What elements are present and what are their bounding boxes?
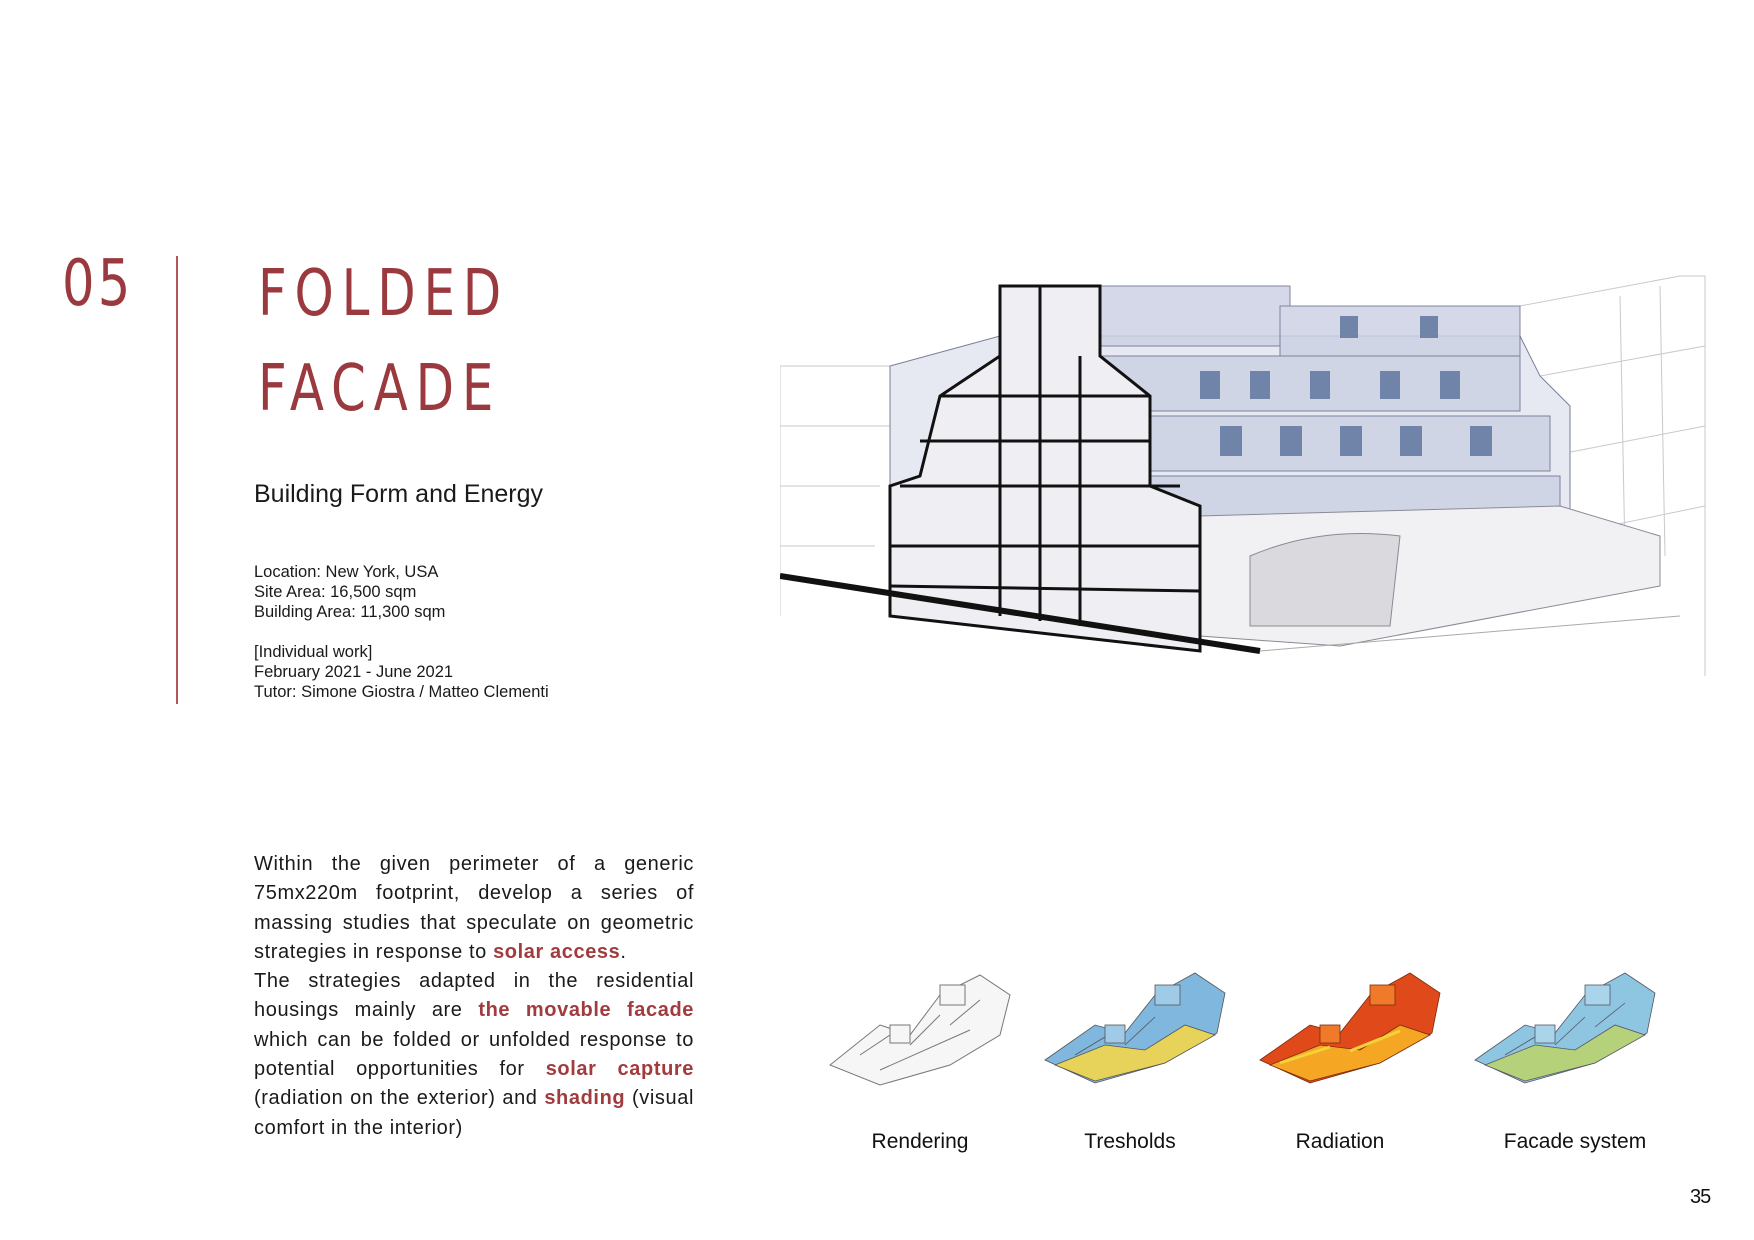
thumbnail-facade-system — [1465, 955, 1665, 1095]
desc-text: Within the given perimeter of a generic 75mx220m footprint, develop a series of massing studies that speculate on geometric strategies in response to — [254, 853, 694, 963]
vertical-divider — [176, 256, 178, 704]
desc-highlight-solar-capture: solar capture — [545, 1058, 695, 1081]
desc-text: (radiation on the exterior) and — [254, 1087, 545, 1110]
desc-highlight-shading: shading — [544, 1087, 626, 1110]
meta-tutor: Tutor: Simone Giostra / Matteo Clementi — [254, 683, 549, 701]
thumbnail-label-tresholds: Tresholds — [1084, 1130, 1176, 1153]
desc-text: (visual comfort in the interior) — [254, 1087, 694, 1139]
meta-work-type: [Individual work] — [254, 643, 373, 661]
desc-text: The strategies adapted in the residential housings mainly are — [254, 970, 694, 1022]
meta-location: Location: New York, USA — [254, 563, 439, 581]
title-line-1: FOLDED — [258, 257, 510, 331]
desc-highlight-movable-facade: the movable facade — [478, 999, 694, 1022]
meta-building-area: Building Area: 11,300 sqm — [254, 603, 446, 621]
project-description — [254, 850, 694, 1143]
thumbnail-label-radiation: Radiation — [1295, 1130, 1385, 1153]
thumbnail-label-facade-system: Facade system — [1503, 1130, 1647, 1153]
thumbnail-label-rendering: Rendering — [871, 1130, 969, 1153]
building-section-drawing — [780, 256, 1710, 704]
desc-highlight-solar-access: solar access — [493, 940, 621, 963]
thumbnail-rendering — [820, 955, 1020, 1095]
thumbnail-tresholds — [1035, 955, 1235, 1095]
thumbnail-radiation — [1250, 955, 1450, 1095]
desc-text: . — [620, 940, 627, 963]
meta-site-area: Site Area: 16,500 sqm — [254, 583, 417, 601]
meta-period: February 2021 - June 2021 — [254, 663, 454, 681]
title-line-2: FACADE — [258, 352, 502, 426]
desc-text: which can be folded or unfolded response to potential opportunities for — [254, 1028, 694, 1081]
project-subtitle: Building Form and Energy — [254, 480, 544, 508]
page-number: 35 — [1690, 1186, 1711, 1208]
section-number: 05 — [62, 247, 134, 321]
